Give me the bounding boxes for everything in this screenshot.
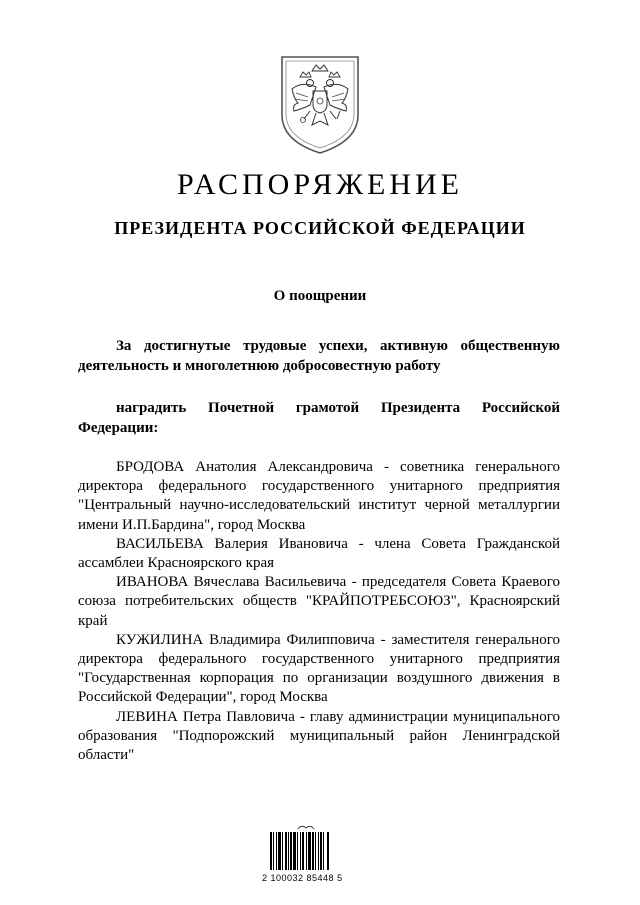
awardee-item: ВАСИЛЬЕВА Валерия Ивановича - члена Совета Гражданской ассамблеи Красноярского края	[78, 535, 560, 572]
barcode-number: 2 100032 85448 5	[262, 873, 343, 883]
awardee-item: ЛЕВИНА Петра Павловича - главу администрации муниципального образования "Подпорожский муниципальный район Ленинградской области"	[78, 708, 560, 764]
coat-of-arms-icon	[276, 53, 364, 155]
document-subject: О поощрении	[273, 288, 367, 304]
awardee-item: ИВАНОВА Вячеслава Васильевича - председателя Совета Краевого союза потребительских обществ "КРАЙПОТРЕБСОЮЗ", Красноярский край	[78, 574, 560, 629]
decision-paragraph: наградить Почетной грамотой Президента Российской Федерации:	[78, 400, 560, 436]
document-subtitle: ПРЕЗИДЕНТА РОССИЙСКОЙ ФЕДЕРАЦИИ	[114, 218, 526, 238]
awardee-item: БРОДОВА Анатолия Александровича - советника генерального директора федерального государственного унитарного предприятия "Центральный научно-исследовательский институт черной металлургии имени И.П.Бардина", город Москва	[78, 459, 560, 533]
document-title: РАСПОРЯЖЕНИЕ	[176, 168, 464, 201]
barcode-icon	[268, 822, 350, 872]
intro-paragraph: За достигнутые трудовые успехи, активную общественную деятельность и многолетнюю добросовестную работу	[78, 338, 560, 374]
awardee-item: КУЖИЛИНА Владимира Филипповича - заместителя генерального директора федерального государственного унитарного предприятия "Государственная корпорация по организации воздушного движения в Российской Федерации", город Москва	[78, 631, 560, 706]
awardees-list	[78, 458, 560, 765]
